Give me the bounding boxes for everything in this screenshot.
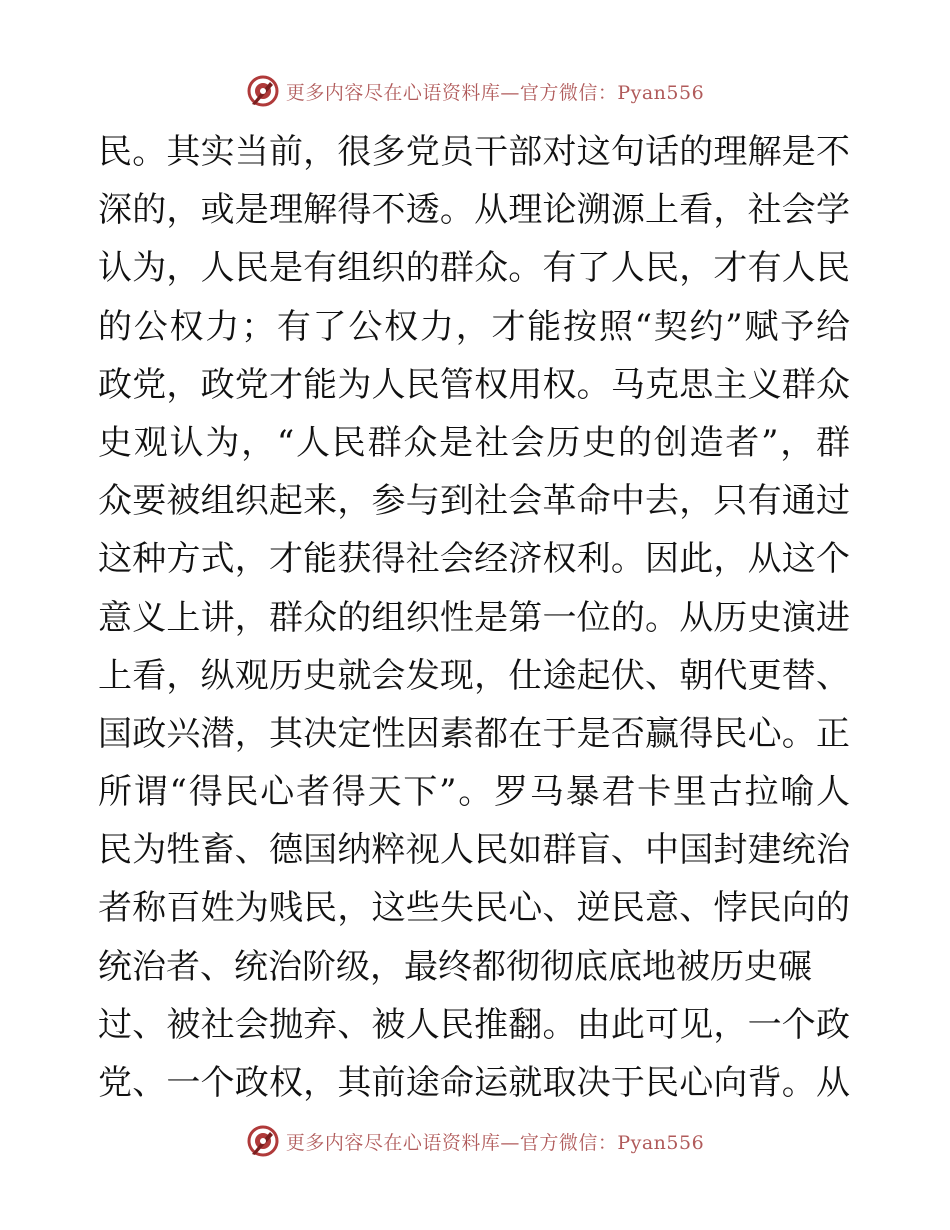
text-line: 政党，政党才能为人民管权用权。马克思主义群众 xyxy=(98,364,850,405)
text-line: 意义上讲，群众的组织性是第一位的。从历史演进 xyxy=(98,597,850,638)
text-line: 者称百姓为贱民，这些失民心、逆民意、悖民向的 xyxy=(98,888,850,929)
quill-seal-icon xyxy=(246,1124,280,1158)
text-line: 党、一个政权，其前途命运就取决于民心向背。从 xyxy=(98,1063,850,1103)
text-line: 深的，或是理解得不透。从理论溯源上看，社会学 xyxy=(98,190,850,231)
text-line: 民。其实当前，很多党员干部对这句话的理解是不 xyxy=(98,132,850,172)
text-line: 众要被组织起来，参与到社会革命中去，只有通过 xyxy=(98,481,850,522)
text-line: 认为，人民是有组织的群众。有了人民，才有人民 xyxy=(98,248,850,289)
text-line: 上看，纵观历史就会发现，仕途起伏、朝代更替、 xyxy=(98,655,850,696)
footer-watermark-banner xyxy=(0,1121,950,1161)
text-line: 史观认为，“人民群众是社会历史的创造者”，群 xyxy=(98,422,850,463)
document-body xyxy=(98,123,850,1112)
text-line: 所谓“得民心者得天下”。罗马暴君卡里古拉喻人 xyxy=(98,772,850,813)
text-line: 国政兴潜，其决定性因素都在于是否赢得民心。正 xyxy=(98,713,850,754)
text-line: 民为牲畜、德国纳粹视人民如群盲、中国封建统治 xyxy=(98,830,850,871)
text-line: 过、被社会抛弃、被人民推翻。由此可见，一个政 xyxy=(98,1004,850,1045)
header-watermark-banner xyxy=(0,71,950,111)
text-line: 统治者、统治阶级，最终都彻彻底底地被历史碾 xyxy=(98,946,812,987)
text-line: 的公权力；有了公权力，才能按照“契约”赋予给 xyxy=(98,306,850,347)
watermark-text: 更多内容尽在心语资料库—官方微信：Pyan556 xyxy=(285,1131,705,1154)
quill-seal-icon xyxy=(246,74,280,108)
watermark-text: 更多内容尽在心语资料库—官方微信：Pyan556 xyxy=(285,81,705,104)
text-line: 这种方式，才能获得社会经济权利。因此，从这个 xyxy=(98,539,850,580)
